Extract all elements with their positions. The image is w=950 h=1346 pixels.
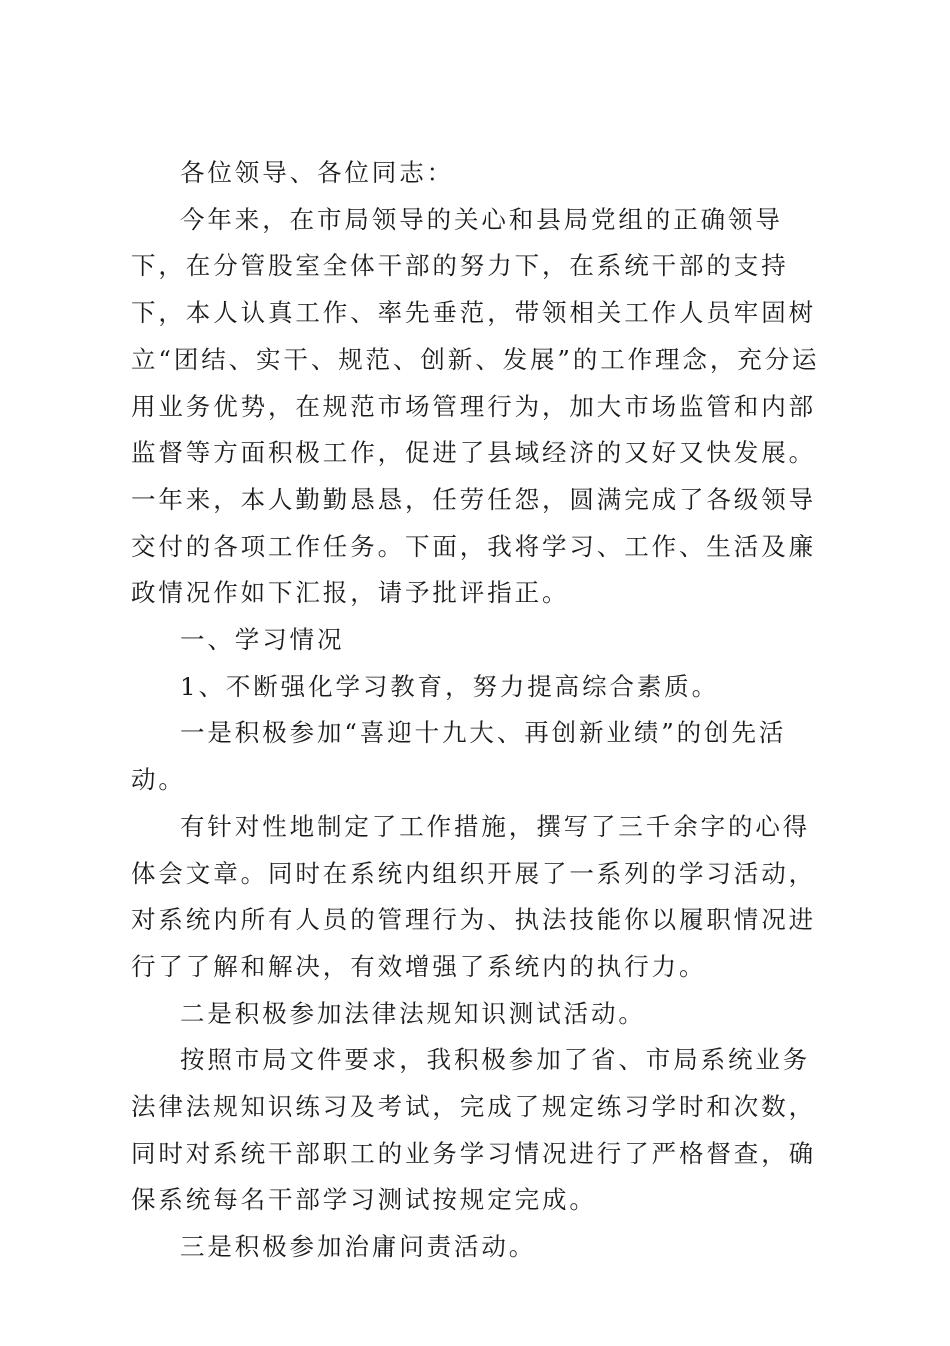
subheading-1: 1、不断强化学习教育，努力提高综合素质。 bbox=[180, 671, 720, 701]
item-paragraph-1: 有针对性地制定了工作措施，撰写了三千余字的心得体会文章。同时在系统内组织开展了一系列的学习活动，对系统内所有人员的管理行为、执法技能你以履职情况进行了了解和解决，有效增强了系统内的执行力。 bbox=[131, 811, 816, 981]
item-heading-1: 一是积极参加“喜迎十九大、再创新业绩”的创先活动。 bbox=[131, 718, 787, 795]
salutation: 各位领导、各位同志： bbox=[180, 158, 454, 187]
item-heading-2: 二是积极参加法律法规知识测试活动。 bbox=[180, 998, 646, 1028]
item-paragraph-2: 按照市局文件要求，我积极参加了省、市局系统业务法律法规知识练习及考试，完成了规定练习学时和次数，同时对系统干部职工的业务学习情况进行了严格督查，确保系统每名干部学习测试按规定完成。 bbox=[131, 1045, 816, 1215]
intro-paragraph: 今年来，在市局领导的关心和县局党组的正确领导下，在分管股室全体干部的努力下，在系统干部的支持下，本人认真工作、率先垂范，带领相关工作人员牢固树立“团结、实干、规范、创新、发展”的工作理念，充分运用业务优势，在规范市场管理行为，加大市场监管和内部监督等方面积极工作，促进了县域经济的又好又快发展。一年来，本人勤勤恳恳，任劳任怨，圆满完成了各级领导交付的各项工作任务。下面，我将学习、工作、生活及廉政情况作如下汇报，请予批评指正。 bbox=[131, 204, 820, 608]
section-heading-study: 一、学习情况 bbox=[180, 625, 345, 655]
document-body bbox=[131, 150, 827, 1271]
item-heading-3: 三是积极参加治庸问责活动。 bbox=[180, 1232, 537, 1262]
